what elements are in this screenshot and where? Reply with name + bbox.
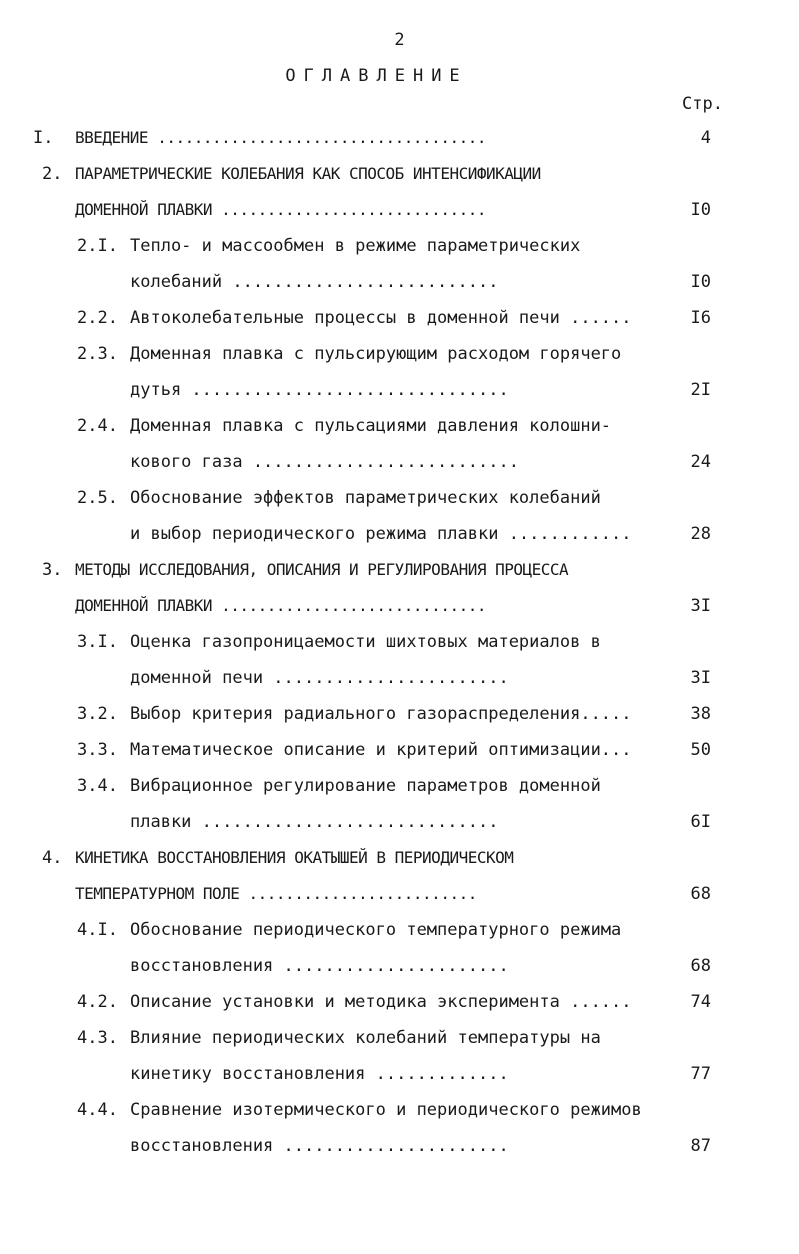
toc-entry-text: Обоснование эффектов параметрических колебаний: [130, 488, 601, 508]
toc-entry-text: кового газа ..........................: [130, 452, 519, 472]
toc-entry-text: Вибрационное регулирование параметров доменной: [130, 776, 601, 796]
toc-entry-number: 3.4.: [77, 776, 118, 796]
toc-entry-continuation: [0, 446, 799, 482]
toc-entry-page: I0: [690, 200, 711, 220]
toc-entry-page: I0: [690, 272, 711, 292]
toc-entry-continuation: [0, 518, 799, 554]
toc-entry-text: ДОМЕННОЙ ПЛАВКИ .............................: [75, 200, 486, 219]
toc-entry: [0, 158, 799, 194]
toc-entry-page: 74: [690, 992, 711, 1012]
toc-entry-text: кинетику восстановления .............: [130, 1064, 509, 1084]
toc-entry-page: 50: [690, 740, 711, 760]
toc-entry-continuation: [0, 1130, 799, 1166]
table-of-contents: [0, 122, 799, 1166]
toc-entry: [0, 1022, 799, 1058]
toc-entry-text: восстановления ......................: [130, 1136, 509, 1156]
toc-entry: [0, 698, 799, 734]
toc-entry-page: 4: [700, 128, 711, 148]
toc-entry-number: 2.I.: [77, 236, 118, 256]
toc-entry: [0, 230, 799, 266]
toc-entry-text: Описание установки и методика эксперимента ......: [130, 992, 632, 1012]
toc-entry-text: плавки .............................: [130, 812, 499, 832]
toc-entry: [0, 986, 799, 1022]
toc-entry-continuation: [0, 950, 799, 986]
toc-entry-text: ВВЕДЕНИЕ ....................................: [75, 128, 486, 147]
toc-entry-text: ПАРАМЕТРИЧЕСКИЕ КОЛЕБАНИЯ КАК СПОСОБ ИНТЕНСИФИКАЦИИ: [75, 164, 541, 183]
toc-entry: [0, 734, 799, 770]
toc-entry-continuation: [0, 266, 799, 302]
toc-entry-page: 6I: [690, 812, 711, 832]
toc-entry-number: 3.: [42, 560, 63, 580]
toc-entry-text: Влияние периодических колебаний температуры на: [130, 1028, 601, 1048]
toc-entry-page: 77: [690, 1064, 711, 1084]
toc-entry-text: Автоколебательные процессы в доменной печи ......: [130, 308, 632, 328]
toc-entry-number: 2.5.: [77, 488, 118, 508]
toc-entry-text: и выбор периодического режима плавки ............: [130, 524, 632, 544]
toc-entry-page: 68: [690, 956, 711, 976]
toc-entry-page: 68: [690, 884, 711, 904]
toc-entry-continuation: [0, 590, 799, 626]
page-column-header: Стр.: [682, 94, 723, 114]
toc-entry-text: дутья ...............................: [130, 380, 509, 400]
toc-entry-text: ДОМЕННОЙ ПЛАВКИ .............................: [75, 596, 486, 615]
toc-entry-continuation: [0, 878, 799, 914]
page-number: 2: [394, 30, 405, 50]
toc-entry-number: 2.4.: [77, 416, 118, 436]
toc-entry: [0, 338, 799, 374]
toc-entry-text: КИНЕТИКА ВОССТАНОВЛЕНИЯ ОКАТЫШЕЙ В ПЕРИОДИЧЕСКОМ: [75, 848, 514, 867]
toc-entry: [0, 770, 799, 806]
toc-entry-text: МЕТОДЫ ИССЛЕДОВАНИЯ, ОПИСАНИЯ И РЕГУЛИРОВАНИЯ ПРОЦЕССА: [75, 560, 569, 579]
toc-entry-text: Доменная плавка с пульсациями давления колошни-: [130, 416, 612, 436]
toc-entry-text: колебаний ..........................: [130, 272, 499, 292]
toc-entry-number: 2.2.: [77, 308, 118, 328]
toc-entry-text: Математическое описание и критерий оптимизации...: [130, 740, 632, 760]
toc-entry-page: 24: [690, 452, 711, 472]
toc-entry-text: ТЕМПЕРАТУРНОМ ПОЛЕ .........................: [75, 884, 477, 903]
toc-entry-page: 3I: [690, 596, 711, 616]
page-title: ОГЛАВЛЕНИЕ: [285, 66, 468, 86]
toc-entry-text: Оценка газопроницаемости шихтовых материалов в: [130, 632, 601, 652]
toc-entry-continuation: [0, 1058, 799, 1094]
toc-entry: [0, 842, 799, 878]
toc-entry: [0, 1094, 799, 1130]
toc-entry-text: Доменная плавка с пульсирующим расходом горячего: [130, 344, 622, 364]
toc-entry-number: 3.3.: [77, 740, 118, 760]
toc-entry: [0, 122, 799, 158]
toc-entry-page: I6: [690, 308, 711, 328]
toc-entry: [0, 302, 799, 338]
toc-entry-page: 87: [690, 1136, 711, 1156]
toc-entry-page: 28: [690, 524, 711, 544]
toc-entry-number: 4.: [42, 848, 63, 868]
toc-entry: [0, 482, 799, 518]
toc-entry-continuation: [0, 662, 799, 698]
toc-entry-number: 3.I.: [77, 632, 118, 652]
toc-entry-continuation: [0, 374, 799, 410]
toc-entry: [0, 410, 799, 446]
toc-entry-text: Выбор критерия радиального газораспределения.....: [130, 704, 632, 724]
toc-entry-text: доменной печи .......................: [130, 668, 509, 688]
toc-entry-number: 4.2.: [77, 992, 118, 1012]
toc-entry-text: Обоснование периодического температурного режима: [130, 920, 622, 940]
toc-entry-page: 38: [690, 704, 711, 724]
toc-entry-text: Тепло- и массообмен в режиме параметрических: [130, 236, 581, 256]
toc-entry-text: Сравнение изотермического и периодического режимов: [130, 1100, 642, 1120]
toc-entry-continuation: [0, 194, 799, 230]
toc-entry: [0, 554, 799, 590]
toc-entry-number: 2.: [42, 164, 63, 184]
toc-entry-page: 2I: [690, 380, 711, 400]
toc-entry-number: I.: [33, 128, 54, 148]
toc-entry-number: 3.2.: [77, 704, 118, 724]
toc-entry: [0, 914, 799, 950]
toc-entry-number: 4.4.: [77, 1100, 118, 1120]
toc-entry-number: 4.3.: [77, 1028, 118, 1048]
toc-entry-number: 4.I.: [77, 920, 118, 940]
toc-entry-number: 2.3.: [77, 344, 118, 364]
toc-entry-continuation: [0, 806, 799, 842]
toc-entry: [0, 626, 799, 662]
toc-entry-text: восстановления ......................: [130, 956, 509, 976]
toc-entry-page: 3I: [690, 668, 711, 688]
